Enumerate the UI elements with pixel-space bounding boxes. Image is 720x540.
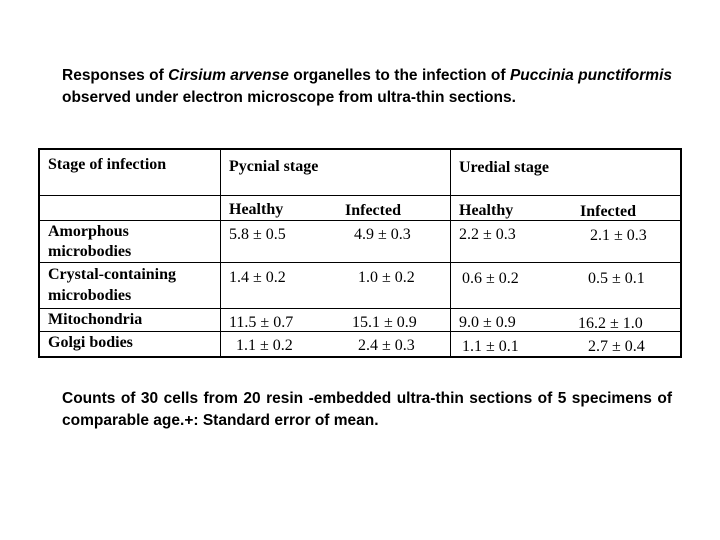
caption-text-1: Responses of (62, 67, 169, 84)
cell-mito-pycnial-healthy: 11.5 ± 0.7 (229, 314, 294, 331)
table-title-caption (62, 65, 672, 109)
cell-golgi-uredial-infected: 2.7 ± 0.4 (588, 338, 645, 355)
cell-crystal-pycnial-healthy: 1.4 ± 0.2 (229, 269, 286, 286)
cell-amorphous-uredial-infected: 2.1 ± 0.3 (590, 227, 647, 244)
caption-text-2: organelles to the infection of (288, 67, 510, 84)
row-label-golgi: Golgi bodies (48, 334, 133, 351)
organelle-table (38, 148, 682, 358)
row-label-amorphous: Amorphous (48, 223, 129, 240)
cell-mito-uredial-healthy: 9.0 ± 0.9 (459, 314, 516, 331)
cell-crystal-uredial-infected: 0.5 ± 0.1 (588, 270, 645, 287)
rule-col-2 (450, 150, 451, 356)
cell-golgi-uredial-healthy: 1.1 ± 0.1 (462, 338, 519, 355)
rule-header (40, 195, 680, 196)
caption-text-3: observed under electron microscope from ultra-thin sections. (62, 89, 516, 106)
subheader-healthy-pycnial: Healthy (229, 201, 284, 218)
row-label-amorphous-2: microbodies (48, 243, 132, 260)
row-label-crystal: Crystal-containing (48, 266, 176, 283)
header-uredial: Uredial stage (459, 159, 549, 176)
row-label-crystal-2: microbodies (48, 287, 132, 304)
species-cirsium: Cirsium arvense (168, 67, 289, 84)
cell-golgi-pycnial-infected: 2.4 ± 0.3 (358, 337, 415, 354)
table-footnote: Counts of 30 cells from 20 resin -embedded ultra-thin sections of 5 specimens of comparable age.+: Standard error of mean. (62, 390, 672, 429)
cell-mito-uredial-infected: 16.2 ± 1.0 (578, 315, 643, 332)
cell-amorphous-pycnial-infected: 4.9 ± 0.3 (354, 226, 411, 243)
cell-crystal-uredial-healthy: 0.6 ± 0.2 (462, 270, 519, 287)
cell-crystal-pycnial-infected: 1.0 ± 0.2 (358, 269, 415, 286)
header-pycnial: Pycnial stage (229, 158, 319, 175)
row-label-mitochondria: Mitochondria (48, 311, 143, 328)
cell-golgi-pycnial-healthy: 1.1 ± 0.2 (236, 337, 293, 354)
cell-amorphous-uredial-healthy: 2.2 ± 0.3 (459, 226, 516, 243)
species-puccinia: Puccinia punctiformis (509, 67, 672, 84)
subheader-infected-uredial: Infected (580, 203, 636, 220)
cell-mito-pycnial-infected: 15.1 ± 0.9 (352, 314, 417, 331)
rule-col-1 (220, 150, 221, 356)
subheader-healthy-uredial: Healthy (459, 202, 514, 219)
rule-row-1 (40, 262, 680, 263)
header-stage: Stage of infection (48, 156, 167, 173)
cell-amorphous-pycnial-healthy: 5.8 ± 0.5 (229, 226, 286, 243)
subheader-infected-pycnial: Infected (345, 202, 401, 219)
